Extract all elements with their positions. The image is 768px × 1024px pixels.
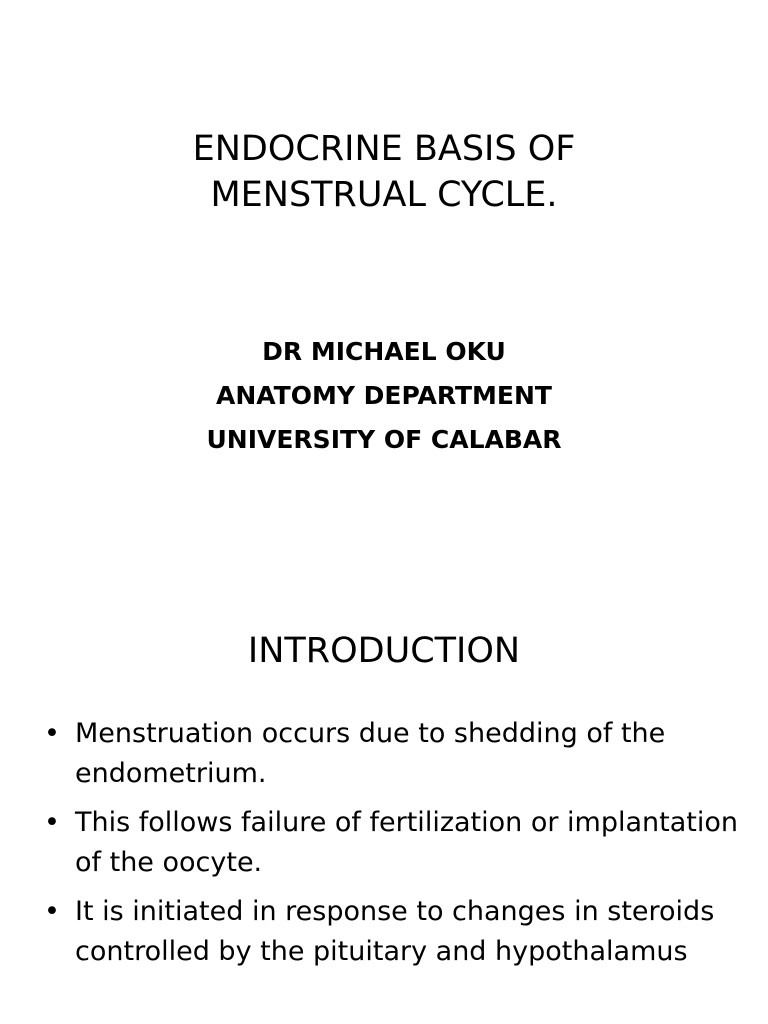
bullet-item <box>44 892 744 972</box>
slide-title: INTRODUCTION <box>247 631 521 671</box>
bullet-text: Menstruation occurs due to shedding of the endometrium. <box>75 718 666 789</box>
bullet-icon: • <box>44 896 60 927</box>
bullet-icon: • <box>44 807 60 838</box>
introduction-slide <box>0 512 768 1024</box>
author-name: DR MICHAEL OKU <box>262 337 506 366</box>
presentation-title <box>0 126 768 218</box>
bullet-item <box>44 803 744 883</box>
title-line-2: MENSTRUAL CYCLE. <box>210 175 558 215</box>
author-university: UNIVERSITY OF CALABAR <box>206 425 562 454</box>
title-line-1: ENDOCRINE BASIS OF <box>192 129 576 169</box>
bullet-text: It is initiated in response to changes in steroids controlled by the pituitary and hypothalamus <box>75 896 715 967</box>
author-department: ANATOMY DEPARTMENT <box>216 381 552 410</box>
bullet-text: This follows failure of fertilization or implantation of the oocyte. <box>75 807 738 878</box>
bullet-item <box>44 714 744 794</box>
bullet-icon: • <box>44 718 60 749</box>
author-info <box>0 330 768 462</box>
bullet-list <box>44 714 744 981</box>
